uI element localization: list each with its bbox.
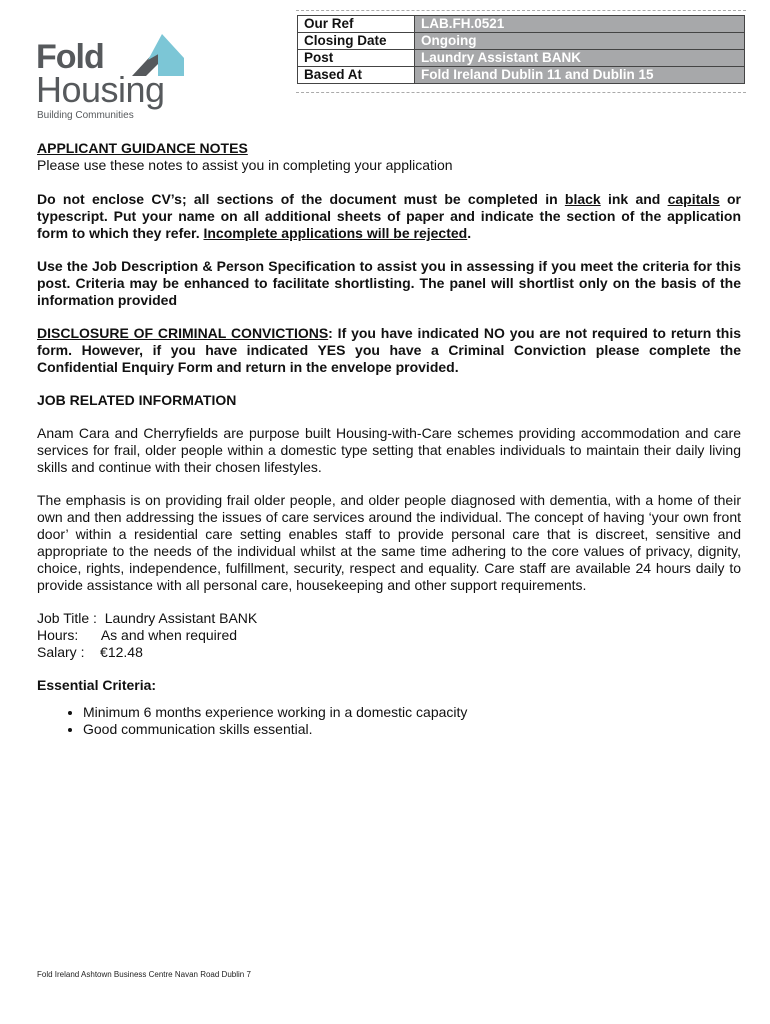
cv-capitals: capitals <box>667 191 720 207</box>
top-dashed-rule <box>296 10 746 11</box>
post-value: Laundry Assistant BANK <box>415 50 745 67</box>
cv-text-a: Do not enclose CV’s; all sections of the document must be completed in <box>37 191 565 207</box>
job-summary <box>37 610 741 661</box>
based-at-value: Fold Ireland Dublin 11 and Dublin 15 <box>415 67 745 84</box>
cv-black: black <box>564 191 601 207</box>
cv-text-b: ink and <box>600 191 668 207</box>
table-row <box>298 50 745 67</box>
essential-list <box>37 704 741 738</box>
cv-incomplete-warning: Incomplete applications will be rejected <box>203 225 468 241</box>
logo-fold-text: Fold <box>36 38 104 76</box>
closing-date-key: Closing Date <box>298 33 415 50</box>
hours-value: As and when required <box>100 627 238 643</box>
job-para-1: Anam Cara and Cherryfields are purpose built Housing-with-Care schemes providing accommodation and care services for frail, older people within a domestic type setting that enables individuals to maintain their daily living skills and continue with their chosen lifestyles. <box>37 425 741 475</box>
table-row <box>298 33 745 50</box>
job-title-label: Job Title : <box>37 610 97 626</box>
list-item: • Good communication skills essential. <box>83 721 741 738</box>
disclosure-text: : If you have indicated NO you are not required to return this form. However, if you have indicated YES you have a Criminal Conviction please complete the Confidential Enquiry Form and return in the envelope provided. <box>37 325 741 375</box>
job-description-note: Use the Job Description & Person Specification to assist you in assessing if you meet the criteria for this post. Criteria may be enhanced to facilitate shortlisting. The panel will shortlist only on the basis of the information provided <box>37 258 741 308</box>
document-body <box>37 140 741 738</box>
list-item: • Minimum 6 months experience working in a domestic capacity <box>83 704 741 721</box>
logo-housing-text: Housing <box>36 69 165 110</box>
table-row <box>298 16 745 33</box>
reference-table <box>297 15 745 84</box>
closing-date-value: Ongoing <box>415 33 745 50</box>
footer-address: Fold Ireland Ashtown Business Centre Navan Road Dublin 7 <box>37 970 251 979</box>
salary-value: €12.48 <box>100 644 143 660</box>
bottom-dashed-rule <box>296 92 746 93</box>
disclosure-label: DISCLOSURE OF CRIMINAL CONVICTIONS <box>37 325 329 341</box>
hours-row <box>37 627 741 644</box>
guidance-heading: APPLICANT GUIDANCE NOTES <box>37 140 248 156</box>
salary-label: Salary : <box>37 644 85 660</box>
disclosure-paragraph <box>37 325 741 376</box>
ref-key: Our Ref <box>298 16 415 33</box>
logo-tagline: Building Communities <box>37 110 134 121</box>
cv-instructions <box>37 191 741 242</box>
based-at-key: Based At <box>298 67 415 84</box>
fold-housing-logo <box>36 34 196 124</box>
ref-value: LAB.FH.0521 <box>415 16 745 33</box>
post-key: Post <box>298 50 415 67</box>
cv-text-c: or typescript. Put your name on all additional sheets of paper and indicate the section of the application form to which they refer. <box>37 191 741 241</box>
hours-label: Hours: <box>37 627 79 643</box>
table-row <box>298 67 745 84</box>
job-para-2: The emphasis is on providing frail older people, and older people diagnosed with dementia, with a home of their own and then addressing the issues of care services around the individual. The concept of having ‘your own front door’ within a residential care setting enables staff to provide personal care that is discreet, sensitive and appropriate to the needs of the individual whilst at the same time adhering to the core values of privacy, dignity, choice, rights, independence, fulfillment, security, respect and equality. Care staff are available 24 hours daily to provide assistance with all personal care, housekeeping and other support requirements. <box>37 492 741 593</box>
salary-row <box>37 644 741 661</box>
essential-heading: Essential Criteria: <box>37 677 157 693</box>
job-title-row <box>37 610 741 627</box>
job-title-value: Laundry Assistant BANK <box>104 610 258 626</box>
cv-text-d: . <box>467 225 472 241</box>
guidance-intro: Please use these notes to assist you in completing your application <box>37 157 453 173</box>
job-info-heading: JOB RELATED INFORMATION <box>37 392 237 408</box>
